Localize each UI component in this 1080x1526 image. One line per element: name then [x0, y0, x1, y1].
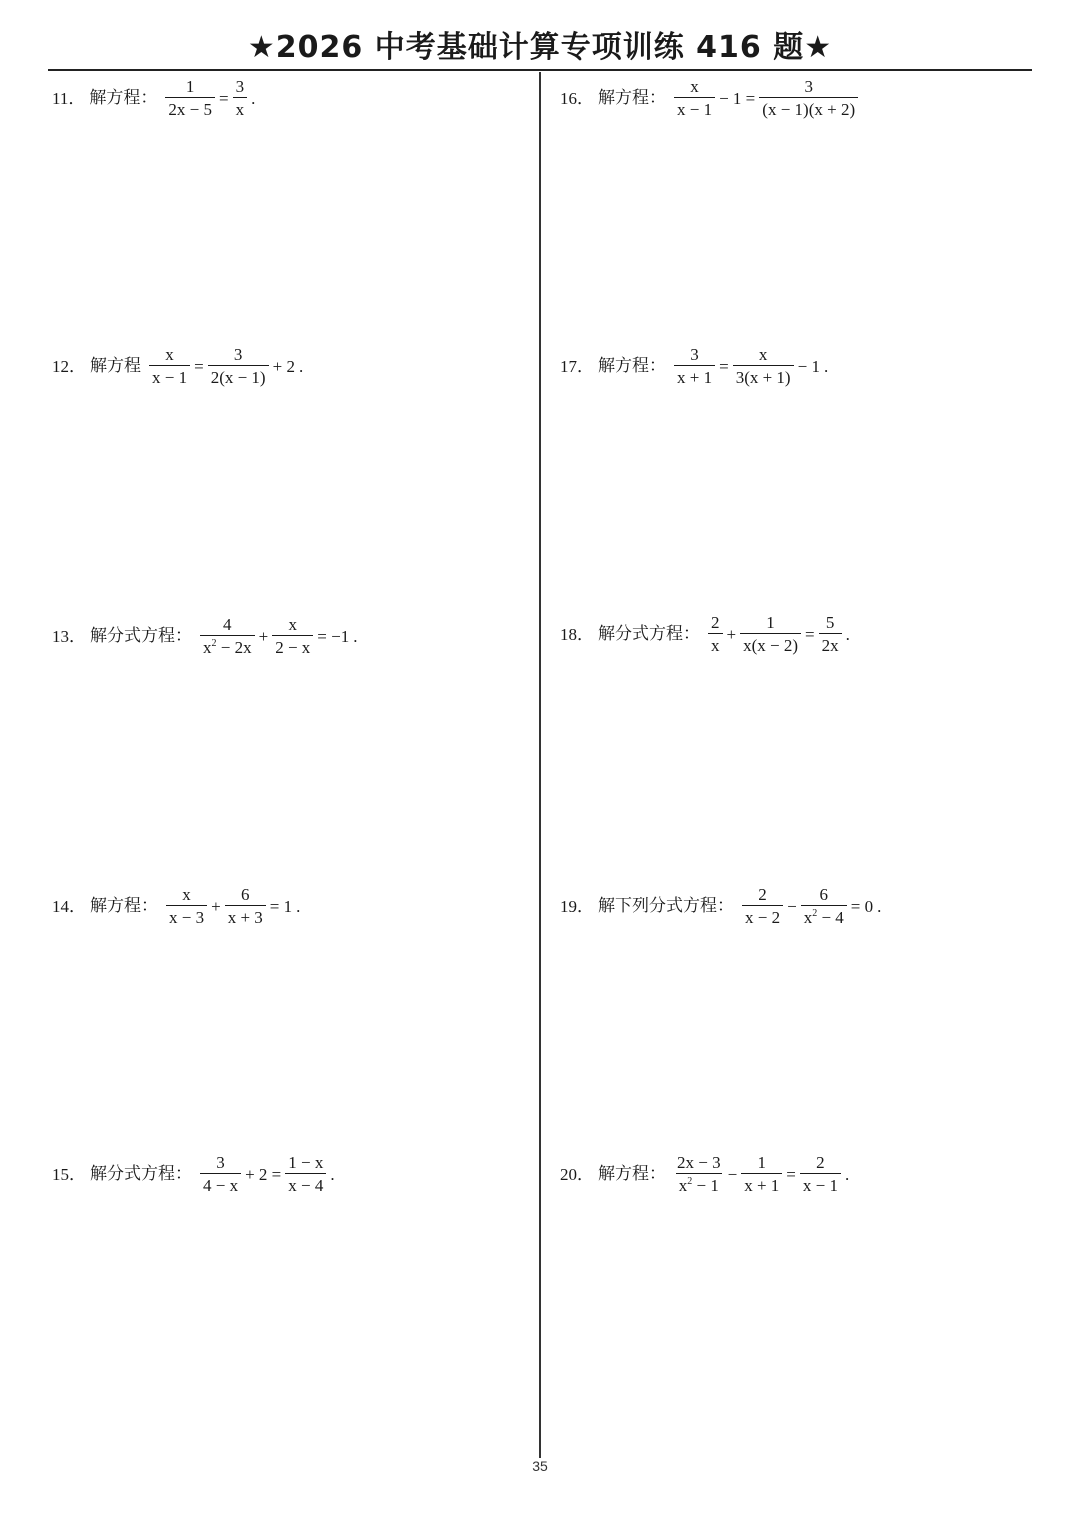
- equation: $\frac{x}{x - 1}$ − 1 = $\frac{3}{(x - 1)(x + 2)}$: [672, 78, 860, 118]
- fraction: $\frac{x}{3(x + 1)}$: [733, 346, 794, 386]
- problem-number: 13．: [52, 626, 86, 646]
- problem-14: [52, 886, 302, 926]
- problem-11: [52, 78, 257, 118]
- problem-number: 14．: [52, 896, 86, 916]
- fraction: $\frac{1}{2x - 5}$: [165, 78, 215, 118]
- equation: $\frac{2}{x - 2}$ − $\frac{6}{x^2 - 4}$ = 0 .: [740, 886, 883, 926]
- problem-number: 15．: [52, 1164, 86, 1184]
- problem-prompt: 解方程：: [598, 87, 666, 108]
- problem-18: [560, 614, 852, 654]
- problem-prompt: 解方程：: [598, 355, 666, 376]
- fraction: $\frac{2x - 3}{x^2 - 1}$: [677, 1153, 721, 1195]
- problem-number: 20．: [560, 1164, 594, 1184]
- fraction: $\frac{3}{4 - x}$: [200, 1154, 241, 1194]
- fraction: $\frac{6}{x + 3}$: [225, 886, 266, 926]
- problem-prompt: 解方程: [90, 355, 141, 376]
- equation: $\frac{4}{x^2 - 2x}$ + $\frac{x}{2 - x}$ = −1 .: [198, 616, 359, 656]
- fraction: $\frac{2}{x}$: [708, 614, 723, 654]
- fraction: $\frac{5}{2x}$: [819, 614, 842, 654]
- problem-15: [52, 1154, 337, 1194]
- column-divider: [539, 72, 541, 1458]
- problem-number: 18．: [560, 624, 594, 644]
- fraction: $\frac{2}{x - 2}$: [742, 886, 783, 926]
- page-header-title: ★2026 中考基础计算专项训练 416 题★: [247, 30, 833, 65]
- problem-20: [560, 1154, 851, 1194]
- equation: $\frac{x}{x - 3}$ + $\frac{6}{x + 3}$ = 1 .: [164, 886, 302, 926]
- problem-16: [560, 78, 860, 118]
- problem-19: [560, 886, 883, 926]
- fraction: $\frac{3}{2(x - 1)}$: [208, 346, 269, 386]
- fraction: $\frac{3}{x}$: [233, 78, 248, 118]
- equation: $\frac{2}{x}$ + $\frac{1}{x(x - 2)}$ = $\frac{5}{2x}$ .: [706, 614, 852, 654]
- problem-12: [52, 346, 305, 386]
- fraction: $\frac{1}{x(x - 2)}$: [740, 614, 801, 654]
- problem-prompt: 解分式方程：: [90, 1163, 192, 1184]
- fraction: $\frac{3}{(x - 1)(x + 2)}$: [759, 78, 858, 118]
- equation: $\frac{3}{x + 1}$ = $\frac{x}{3(x + 1)}$ − 1 .: [672, 346, 830, 386]
- equation: $\frac{x}{x - 1}$ = $\frac{3}{2(x - 1)}$ + 2 .: [147, 346, 305, 386]
- problem-number: 11．: [52, 88, 86, 108]
- problem-number: 12．: [52, 356, 86, 376]
- problem-number: 17．: [560, 356, 594, 376]
- header-divider: [48, 69, 1032, 71]
- problem-prompt: 解下列分式方程：: [598, 895, 734, 916]
- fraction: $\frac{2}{x - 1}$: [800, 1154, 841, 1194]
- fraction: $\frac{1}{x + 1}$: [741, 1154, 782, 1194]
- fraction: $\frac{x}{x - 1}$: [149, 346, 190, 386]
- problem-prompt: 解分式方程：: [598, 623, 700, 644]
- fraction: $\frac{3}{x + 1}$: [674, 346, 715, 386]
- problem-17: [560, 346, 830, 386]
- fraction: $\frac{x}{x - 1}$: [674, 78, 715, 118]
- problem-13: [52, 616, 359, 656]
- problem-number: 19．: [560, 896, 594, 916]
- equation: $\frac{1}{2x - 5}$ = $\frac{3}{x}$ .: [163, 78, 257, 118]
- equation: $\frac{3}{4 - x}$ + 2 = $\frac{1 - x}{x - 4}$ .: [198, 1154, 337, 1194]
- problem-prompt: 解方程：: [598, 1163, 666, 1184]
- fraction: $\frac{x}{x - 3}$: [166, 886, 207, 926]
- fraction: $\frac{x}{2 - x}$: [272, 616, 313, 656]
- problem-prompt: 解方程：: [90, 895, 158, 916]
- problem-number: 16．: [560, 88, 594, 108]
- problem-prompt: 解方程：: [89, 87, 158, 108]
- fraction: $\frac{4}{x^2 - 2x}$: [200, 616, 255, 656]
- equation: $\frac{2x - 3}{x^2 - 1}$ − $\frac{1}{x + 1}$ = $\frac{2}{x - 1}$ .: [672, 1154, 851, 1194]
- fraction: $\frac{6}{x^2 - 4}$: [801, 886, 847, 926]
- fraction: $\frac{1 - x}{x - 4}$: [285, 1154, 326, 1194]
- page-number: 35: [532, 1458, 548, 1474]
- problem-prompt: 解分式方程：: [90, 625, 192, 646]
